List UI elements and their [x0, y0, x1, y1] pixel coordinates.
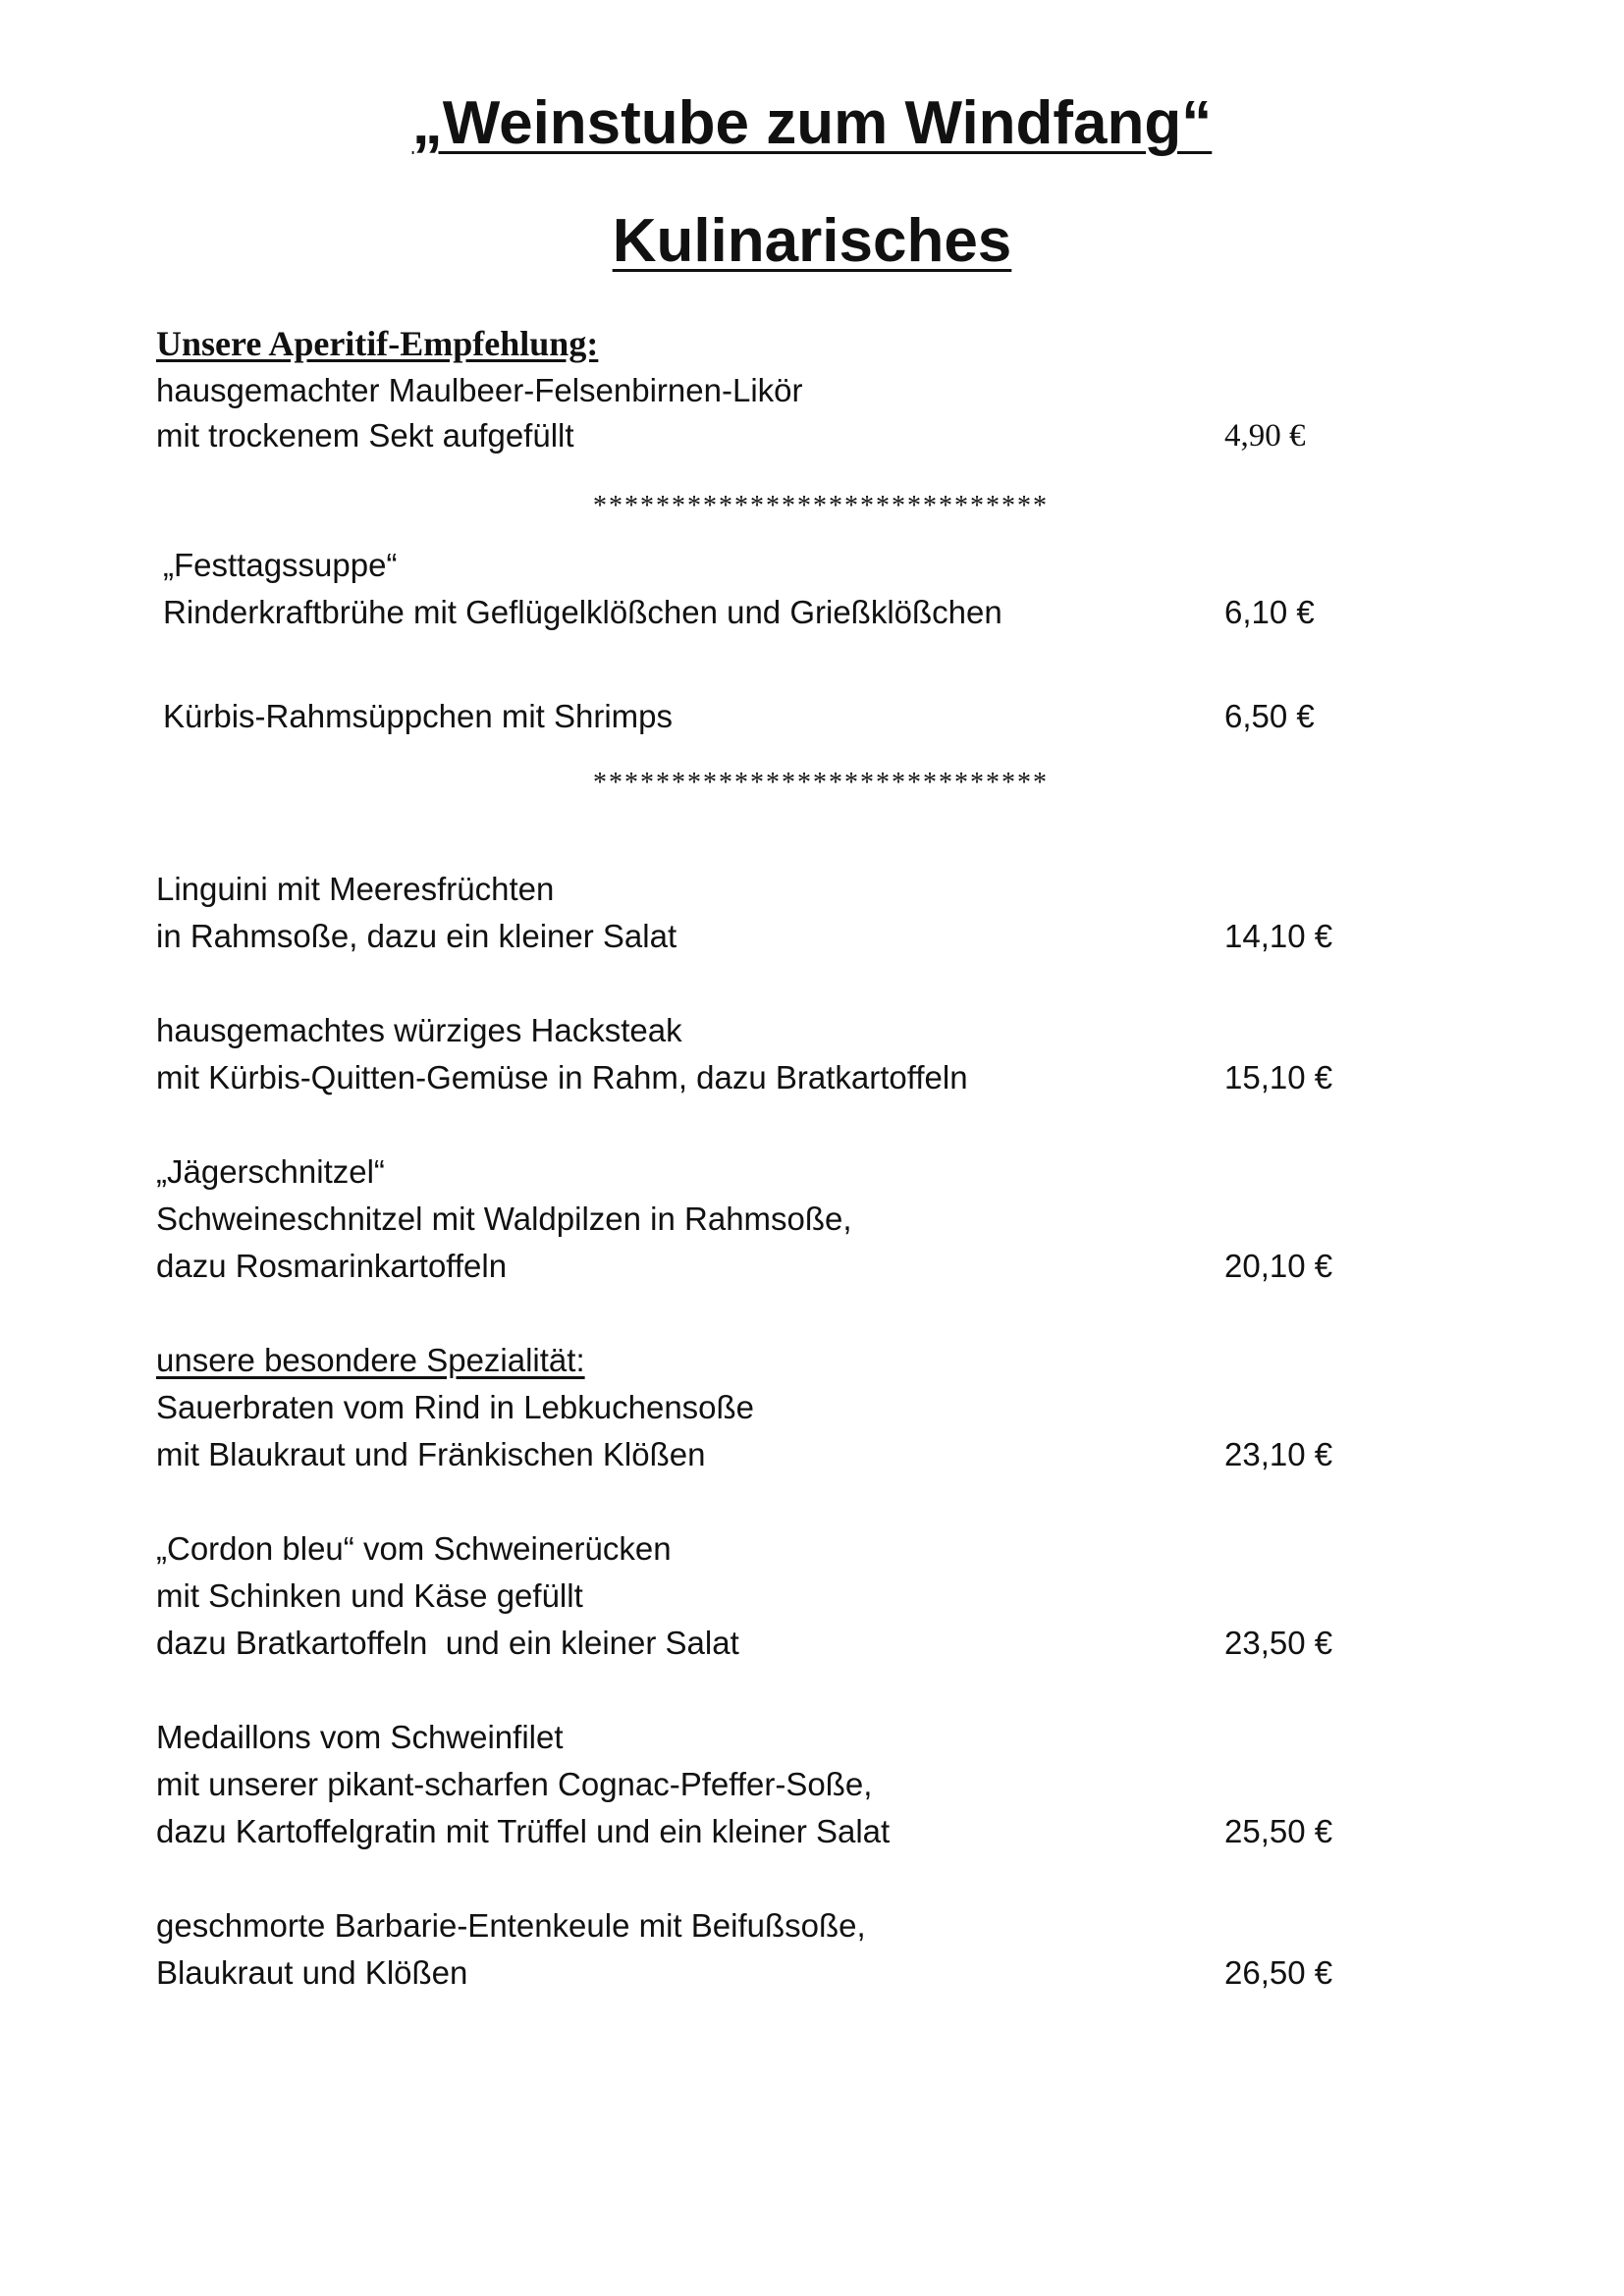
separator-1: *****************************: [593, 491, 1049, 521]
main-2-price: 15,10 €: [1224, 1059, 1333, 1095]
main-3-line-3: dazu Rosmarinkartoffeln: [156, 1248, 508, 1284]
soup-1-name: „Festtagssuppe“: [163, 547, 398, 583]
aperitif-line-1: hausgemachter Maulbeer-Felsenbirnen-Likör: [156, 372, 803, 408]
main-5-price: 23,50 €: [1224, 1625, 1333, 1661]
main-4-line-2: mit Blaukraut und Fränkischen Klößen: [156, 1436, 706, 1472]
soup-2-price: 6,50 €: [1224, 698, 1315, 734]
menu-subtitle-text: Kulinarisches: [612, 207, 1012, 275]
main-6-line-2: mit unserer pikant-scharfen Cognac-Pfeffer-Soße,: [156, 1766, 873, 1802]
aperitif-price: 4,90 €: [1224, 418, 1306, 454]
aperitif-heading: Unsere Aperitif-Empfehlung:: [156, 324, 599, 363]
main-3-price: 20,10 €: [1224, 1248, 1333, 1284]
main-1-line-2: in Rahmsoße, dazu ein kleiner Salat: [156, 918, 677, 954]
main-4-price: 23,10 €: [1224, 1436, 1333, 1472]
aperitif-line-2: mit trockenem Sekt aufgefüllt: [156, 417, 574, 454]
main-2-line-2: mit Kürbis-Quitten-Gemüse in Rahm, dazu Bratkartoffeln: [156, 1059, 968, 1095]
main-6-line-1: Medaillons vom Schweinfilet: [156, 1719, 564, 1755]
main-5-line-1: „Cordon bleu“ vom Schweinerücken: [156, 1530, 672, 1567]
specialty-label: unsere besondere Spezialität:: [156, 1342, 585, 1378]
main-4-line-1: Sauerbraten vom Rind in Lebkuchensoße: [156, 1389, 755, 1425]
main-7-price: 26,50 €: [1224, 1954, 1333, 1991]
restaurant-title-text: „Weinstube zum Windfang“: [411, 89, 1213, 157]
soup-1-description: Rinderkraftbrühe mit Geflügelklößchen und Grießklößchen: [163, 594, 1002, 630]
main-1-line-1: Linguini mit Meeresfrüchten: [156, 871, 555, 907]
main-6-price: 25,50 €: [1224, 1813, 1333, 1849]
main-5-line-3: dazu Bratkartoffeln und ein kleiner Salat: [156, 1625, 739, 1661]
menu-subtitle: [0, 204, 1624, 279]
soup-2-name: Kürbis-Rahmsüppchen mit Shrimps: [163, 698, 674, 734]
main-5-line-2: mit Schinken und Käse gefüllt: [156, 1577, 583, 1614]
main-7-line-1: geschmorte Barbarie-Entenkeule mit Beifußsoße,: [156, 1907, 866, 1944]
main-2-line-1: hausgemachtes würziges Hacksteak: [156, 1012, 682, 1048]
separator-2: *****************************: [593, 768, 1049, 798]
soup-1-price: 6,10 €: [1224, 594, 1315, 630]
main-7-line-2: Blaukraut und Klößen: [156, 1954, 468, 1991]
main-6-line-3: dazu Kartoffelgratin mit Trüffel und ein kleiner Salat: [156, 1813, 891, 1849]
restaurant-title: [0, 86, 1624, 161]
main-1-price: 14,10 €: [1224, 918, 1333, 954]
main-3-line-2: Schweineschnitzel mit Waldpilzen in Rahmsoße,: [156, 1201, 852, 1237]
main-3-line-1: „Jägerschnitzel“: [156, 1153, 385, 1190]
